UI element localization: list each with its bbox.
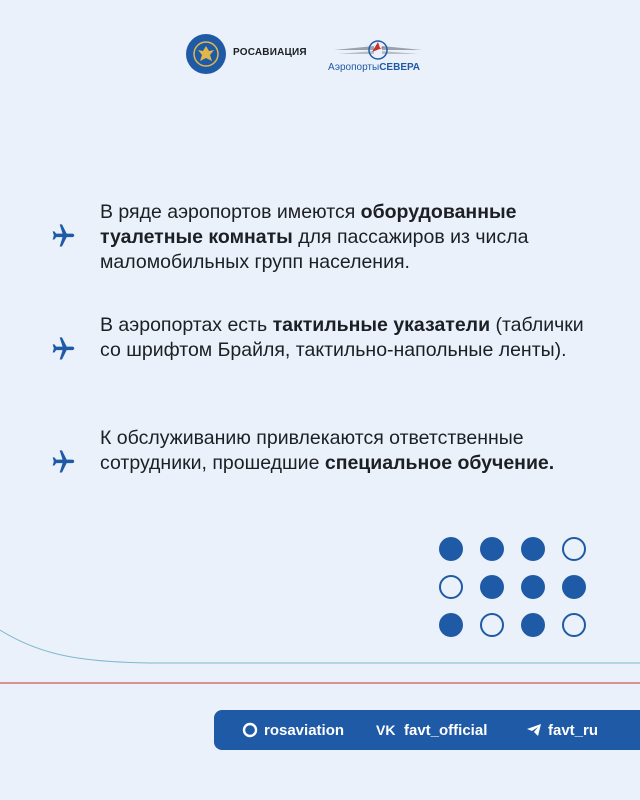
footer-social-bar xyxy=(214,710,640,750)
item-text-2 xyxy=(100,313,600,363)
airports-label-part1: Аэропорты xyxy=(328,62,380,73)
social-link-rosaviation[interactable] xyxy=(242,722,344,739)
social-label-rosaviation: rosaviation xyxy=(264,721,345,739)
list-item xyxy=(0,426,640,506)
text-segment: К обслуживанию привлекаются ответственные сотрудники, прошедшие xyxy=(100,427,524,474)
text-segment: (таблички со шрифтом Брайля, тактильно-напольные ленты). xyxy=(100,314,584,361)
airports-sever-label xyxy=(328,62,420,73)
info-list xyxy=(0,200,640,526)
airplane-icon xyxy=(48,222,76,250)
decorative-lines xyxy=(0,600,640,700)
outline-dot xyxy=(439,575,463,599)
filled-dot xyxy=(562,575,586,599)
filled-dot xyxy=(439,537,463,561)
social-link-telegram[interactable] xyxy=(526,722,598,739)
list-item xyxy=(0,313,640,406)
social-link-vk[interactable] xyxy=(376,722,487,739)
text-segment: В аэропортах есть xyxy=(100,314,273,336)
airports-label-part2: СЕВЕРА xyxy=(379,62,420,73)
circle-logo-icon xyxy=(242,722,258,738)
social-label-vk: favt_official xyxy=(404,721,488,739)
list-item xyxy=(0,200,640,293)
filled-dot xyxy=(480,575,504,599)
vk-icon xyxy=(376,723,398,737)
bold-text-segment: специальное обучение. xyxy=(324,452,555,474)
item-text-1 xyxy=(100,200,600,275)
rosaviation-emblem-icon xyxy=(186,34,226,74)
filled-dot xyxy=(521,537,545,561)
item-text-3 xyxy=(100,426,600,476)
airplane-icon xyxy=(48,448,76,476)
social-label-telegram: favt_ru xyxy=(548,721,599,739)
outline-dot xyxy=(562,537,586,561)
header-logos xyxy=(0,32,640,82)
filled-dot xyxy=(521,575,545,599)
telegram-icon xyxy=(526,723,542,737)
airplane-icon xyxy=(48,335,76,363)
bold-text-segment: оборудованные туалетные комнаты xyxy=(100,201,517,248)
svg-text:VK: VK xyxy=(376,723,396,737)
text-segment: для пассажиров из числа маломобильных групп населения. xyxy=(100,226,529,273)
filled-dot xyxy=(480,537,504,561)
rosaviation-label: РОСАВИАЦИЯ xyxy=(233,47,307,58)
text-segment: В ряде аэропортов имеются xyxy=(100,201,361,223)
bold-text-segment: тактильные указатели xyxy=(272,314,491,336)
